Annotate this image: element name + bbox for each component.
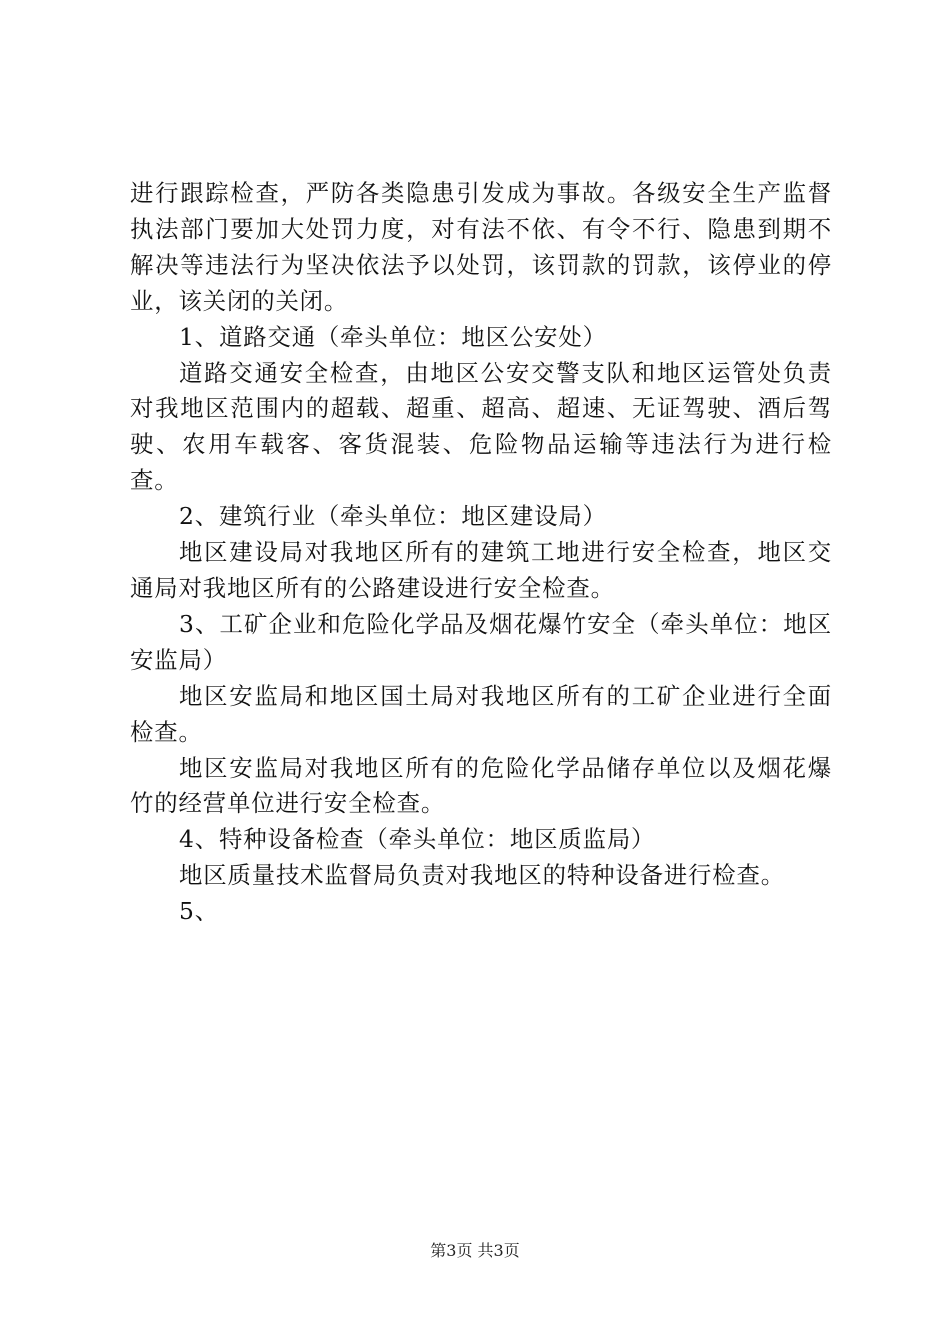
- paragraph-chemicals: 地区安监局对我地区所有的危险化学品储存单位以及烟花爆竹的经营单位进行安全检查。: [130, 753, 832, 818]
- paragraph-road-traffic: 道路交通安全检查，由地区公安交警支队和地区运管处负责对我地区范围内的超载、超重、超高、超速、无证驾驶、酒后驾驶、农用车载客、客货混装、危险物品运输等违法行为进行检查。: [130, 358, 832, 495]
- paragraph-special-equipment: 地区质量技术监督局负责对我地区的特种设备进行检查。: [179, 861, 786, 890]
- heading-road-traffic: 1、道路交通（牵头单位：地区公安处）: [179, 322, 607, 351]
- paragraph-mining: 地区安监局和地区国土局对我地区所有的工矿企业进行全面检查。: [130, 681, 832, 746]
- paragraph-construction: 地区建设局对我地区所有的建筑工地进行安全检查，地区交通局对我地区所有的公路建设进行安全检查。: [130, 538, 832, 602]
- heading-construction: 2、建筑行业（牵头单位：地区建设局）: [179, 502, 607, 531]
- document-body: [130, 176, 832, 930]
- heading-item-5: 5、: [179, 897, 219, 926]
- heading-special-equipment: 4、特种设备检查（牵头单位：地区质监局）: [179, 825, 656, 854]
- heading-mining-chemicals: 3、工矿企业和危险化学品及烟花爆竹安全（牵头单位：地区安监局）: [130, 609, 832, 674]
- paragraph-continuation: 进行跟踪检查，严防各类隐患引发成为事故。各级安全生产监督执法部门要加大处罚力度，对有法不依、有令不行、隐患到期不解决等违法行为坚决依法予以处罚，该罚款的罚款，该停业的停业，该关闭的关闭。: [130, 179, 832, 315]
- page-number: 第3页 共3页: [430, 1241, 520, 1260]
